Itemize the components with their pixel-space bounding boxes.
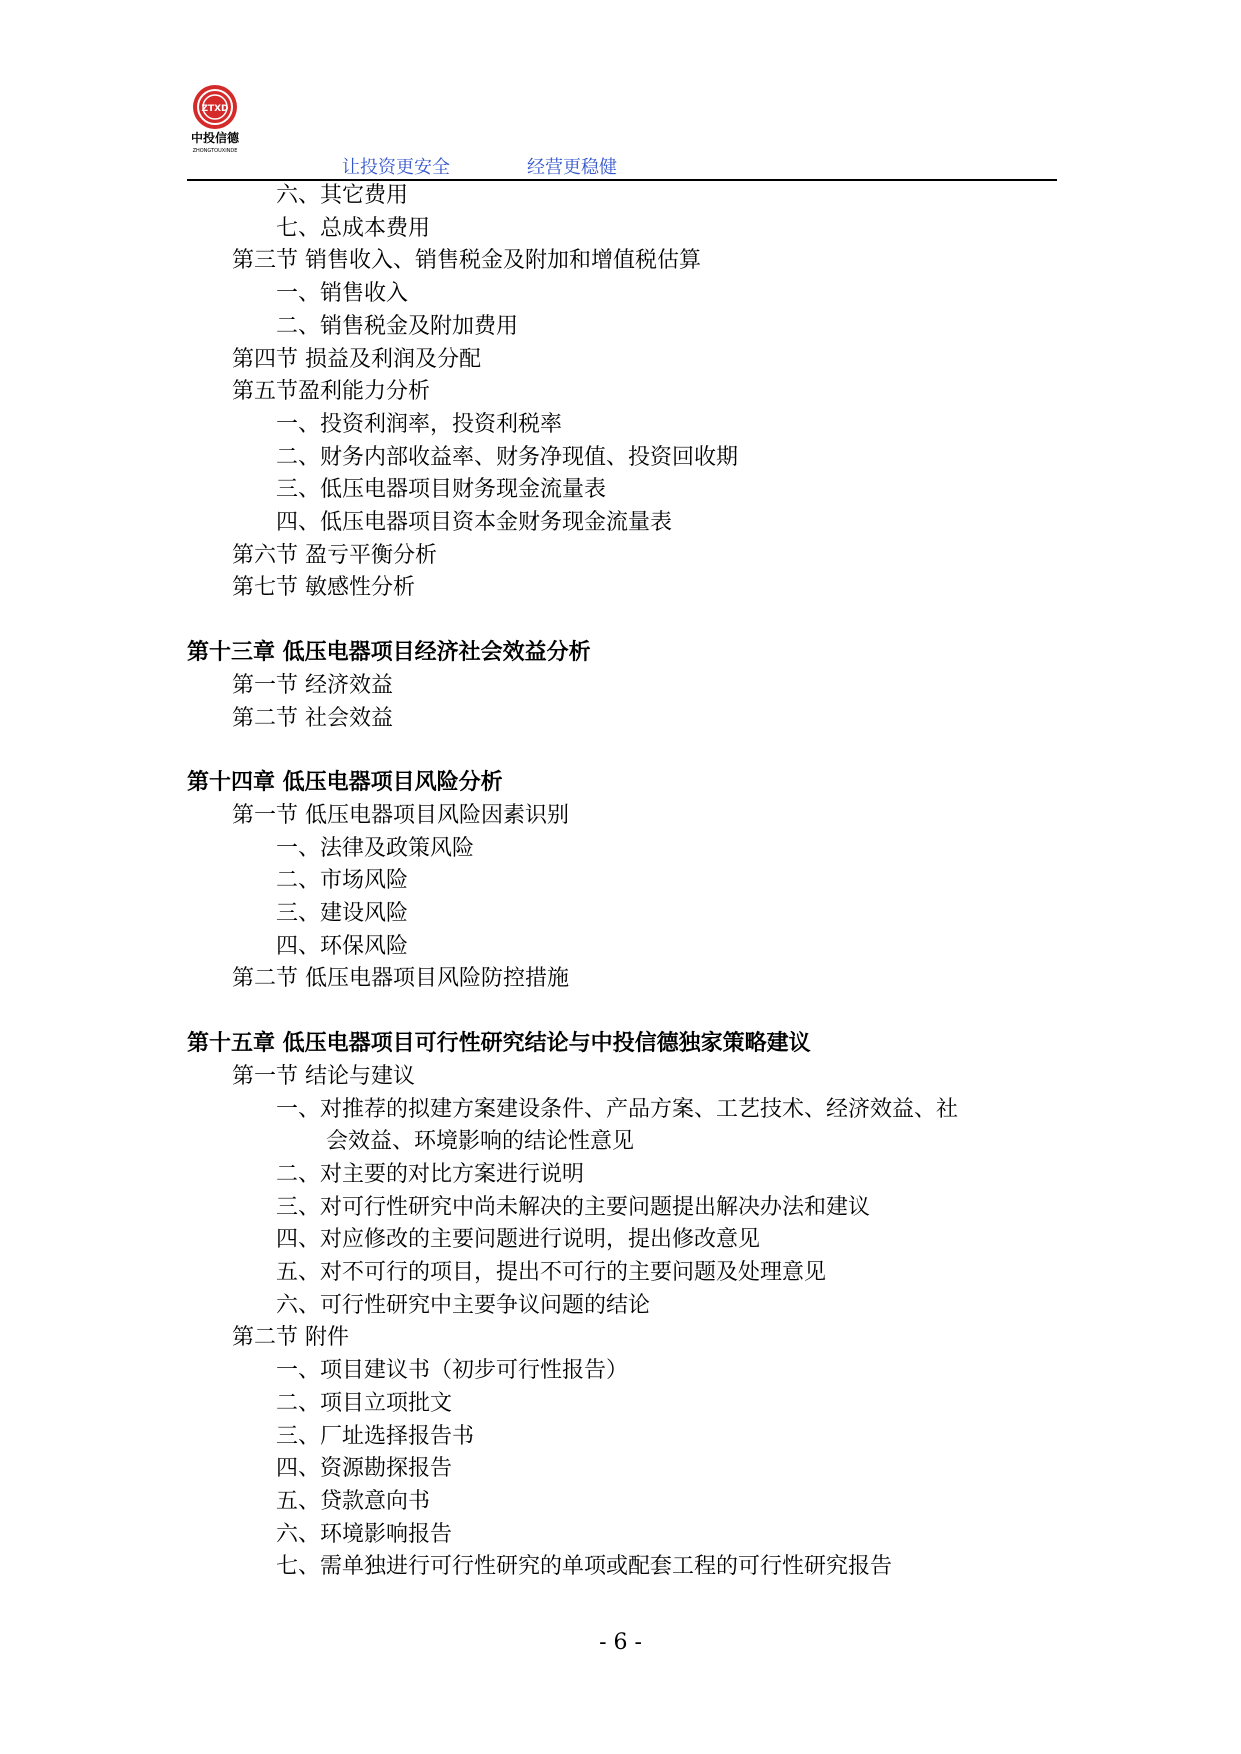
toc-item: 四、对应修改的主要问题进行说明，提出修改意见	[276, 1227, 761, 1253]
toc-item: 二、对主要的对比方案进行说明	[276, 1161, 585, 1187]
toc-section: 第一节 低压电器项目风险因素识别	[232, 802, 569, 828]
toc-section: 第一节 经济效益	[232, 672, 393, 698]
company-logo	[187, 85, 267, 175]
toc-chapter: 第十五章 低压电器项目可行性研究结论与中投信德独家策略建议	[187, 1031, 811, 1057]
toc-item: 三、低压电器项目财务现金流量表	[276, 477, 607, 503]
logo-emblem-icon	[187, 85, 267, 175]
toc-item: 一、投资利润率，投资利税率	[276, 411, 563, 437]
toc-item: 七、总成本费用	[276, 215, 431, 241]
toc-item: 五、贷款意向书	[276, 1488, 431, 1514]
toc-item: 五、对不可行的项目，提出不可行的主要问题及处理意见	[276, 1260, 827, 1285]
toc-section: 第一节 结论与建议	[232, 1063, 415, 1089]
svg-text:ZTXD: ZTXD	[201, 104, 229, 114]
toc-section: 第二节 低压电器项目风险防控措施	[232, 966, 569, 992]
svg-text:中投信德: 中投信德	[190, 131, 240, 145]
toc-section: 第二节 社会效益	[232, 705, 393, 731]
toc-item: 六、可行性研究中主要争议问题的结论	[276, 1292, 651, 1318]
toc-item: 四、环保风险	[276, 933, 409, 959]
svg-text:ZHONGTOUXINDE: ZHONGTOUXINDE	[192, 148, 238, 154]
toc-item: 一、项目建议书（初步可行性报告）	[276, 1358, 629, 1384]
toc-section: 第三节 销售收入、销售税金及附加和增值税估算	[232, 248, 701, 274]
toc-section: 第四节 损益及利润及分配	[232, 346, 481, 372]
toc-item: 一、对推荐的拟建方案建设条件、产品方案、工艺技术、经济效益、社	[276, 1096, 959, 1122]
toc-item: 会效益、环境影响的结论性意见	[326, 1129, 635, 1155]
toc-item: 七、需单独进行可行性研究的单项或配套工程的可行性研究报告	[276, 1554, 893, 1580]
toc-chapter: 第十四章 低压电器项目风险分析	[187, 770, 503, 796]
toc-item: 二、财务内部收益率、财务净现值、投资回收期	[276, 444, 739, 470]
toc-item: 一、法律及政策风险	[276, 835, 475, 861]
toc-section: 第六节 盈亏平衡分析	[232, 542, 437, 568]
toc-item: 二、项目立项批文	[276, 1390, 453, 1416]
page-header	[187, 85, 1057, 182]
toc-section: 第七节 敏感性分析	[232, 575, 415, 601]
toc-item: 四、资源勘探报告	[276, 1456, 453, 1482]
page-number: - 6 -	[599, 1630, 642, 1655]
toc-item: 二、市场风险	[276, 868, 409, 894]
toc-item: 六、其它费用	[276, 183, 409, 208]
toc-chapter: 第十三章 低压电器项目经济社会效益分析	[187, 640, 591, 666]
toc-item: 六、环境影响报告	[276, 1521, 453, 1547]
toc-item: 四、低压电器项目资本金财务现金流量表	[276, 510, 673, 535]
toc-item: 三、对可行性研究中尚未解决的主要问题提出解决办法和建议	[276, 1194, 871, 1220]
toc-section: 第五节盈利能力分析	[232, 379, 431, 405]
toc-section: 第二节 附件	[232, 1325, 349, 1351]
toc-item: 三、厂址选择报告书	[276, 1423, 475, 1449]
toc-item: 一、销售收入	[276, 281, 409, 307]
slogan-safe-investment: 让投资更安全	[342, 157, 450, 178]
slogan-stable-operation: 经营更稳健	[527, 157, 617, 178]
toc-item: 三、建设风险	[276, 901, 409, 926]
toc-item: 二、销售税金及附加费用	[276, 313, 519, 339]
